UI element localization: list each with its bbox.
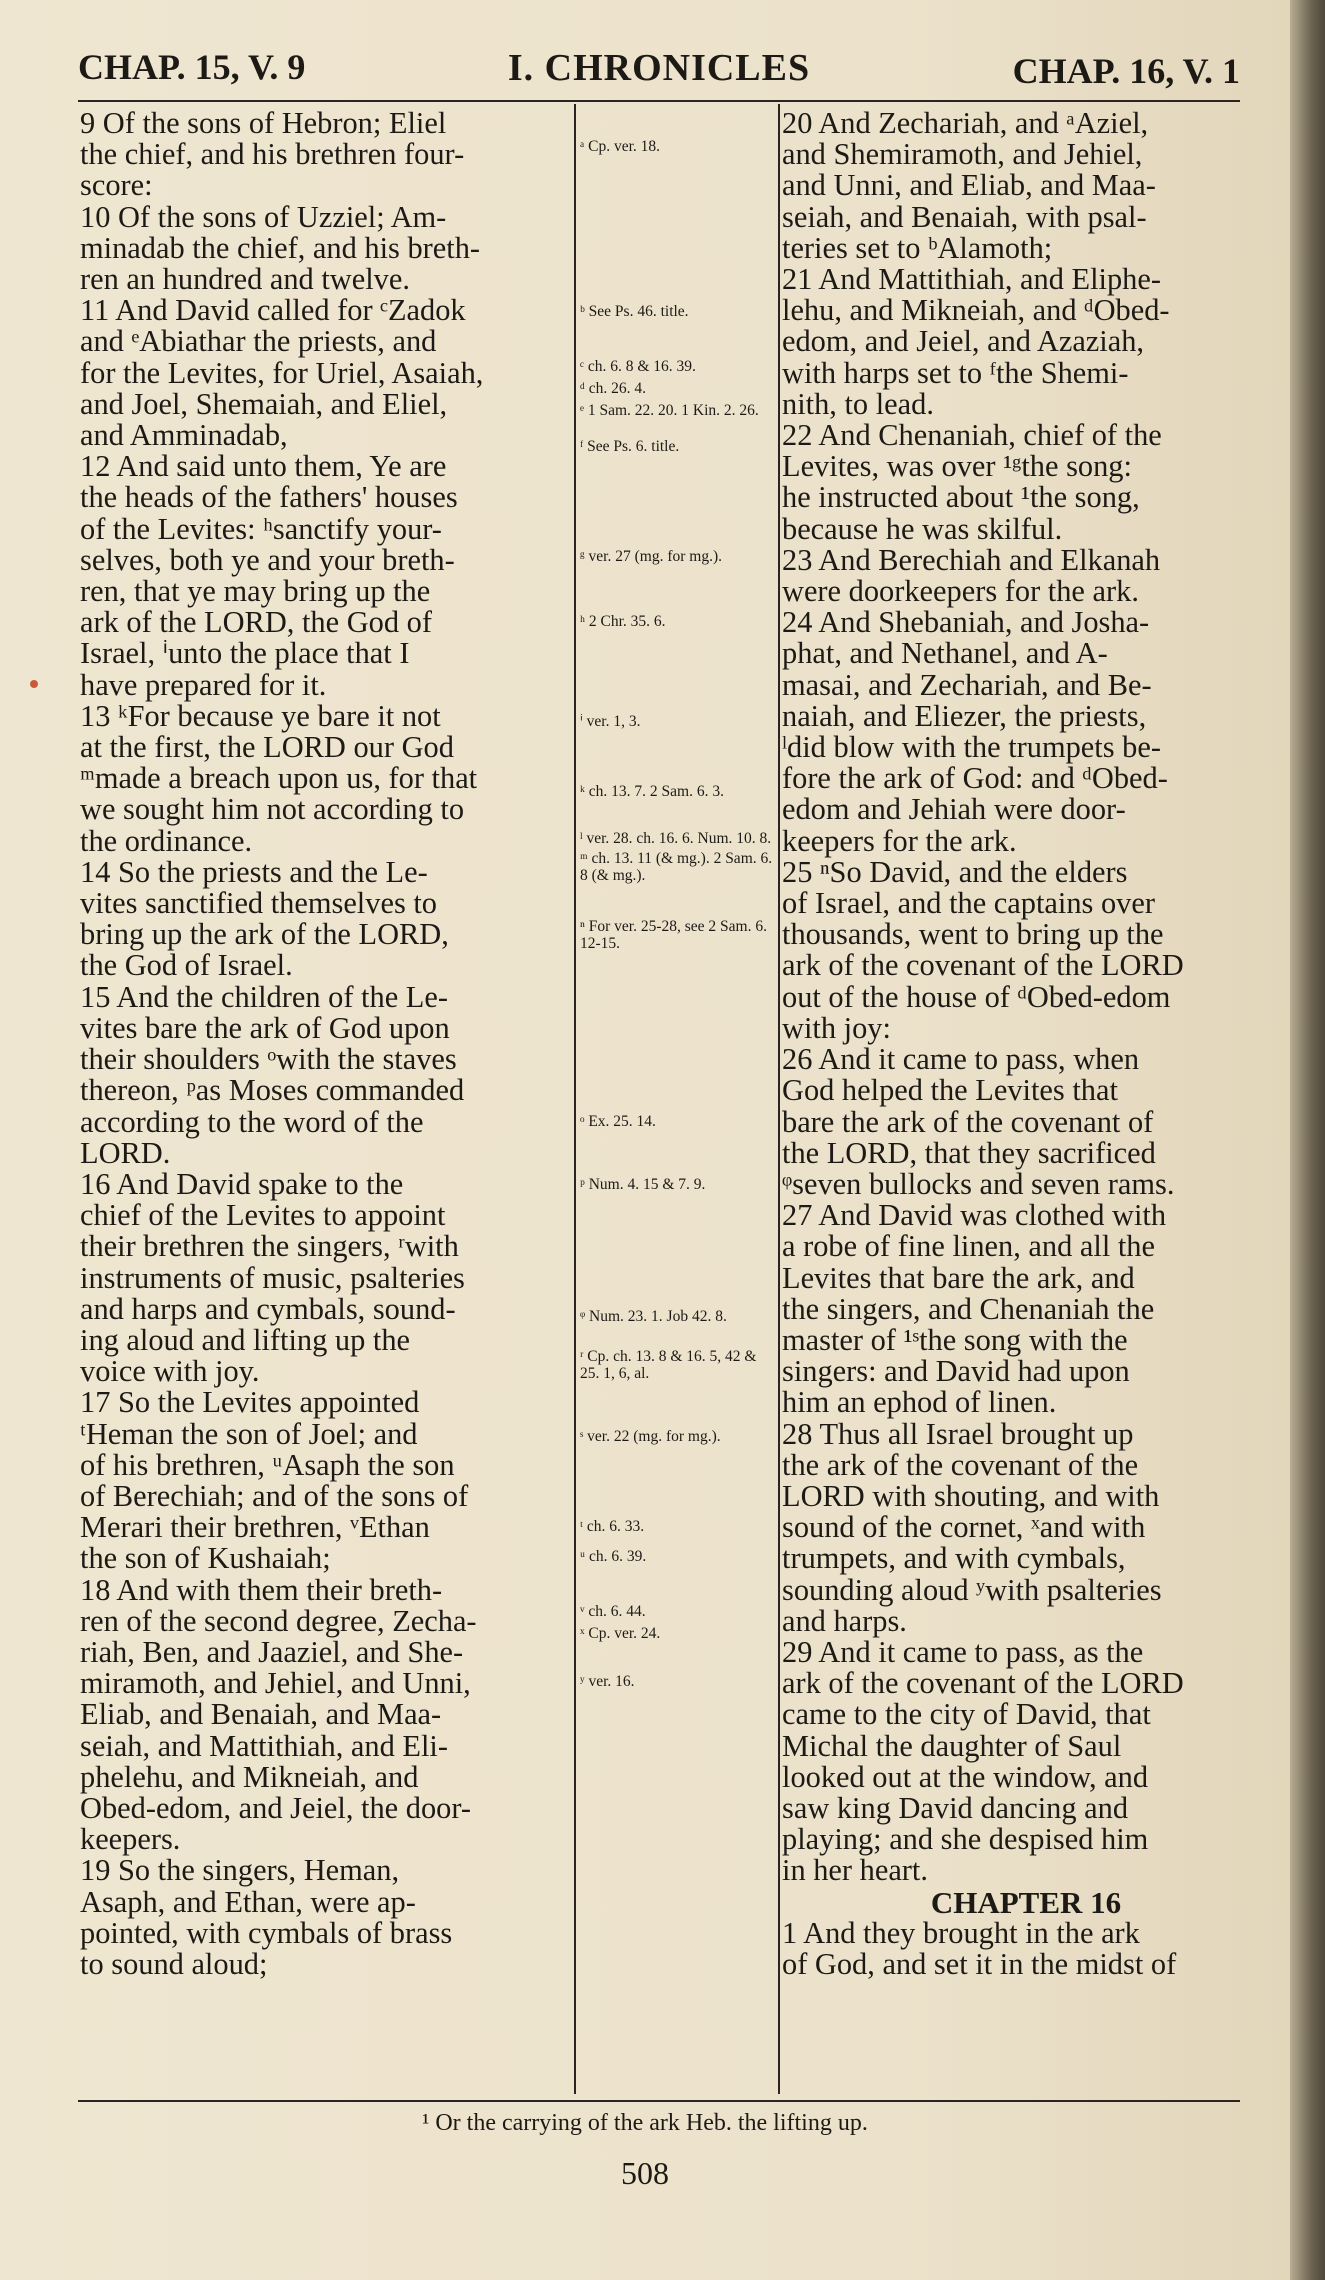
margin-note: ⁱ ver. 1, 3. (580, 713, 641, 730)
text-line: Israel, ⁱunto the place that I (80, 636, 410, 671)
text-line: ren, that ye may bring up the (80, 574, 431, 609)
text-line: 1 And they brought in the ark (782, 1915, 1140, 1950)
text-line: Eliab, and Benaiah, and Maa- (80, 1697, 442, 1732)
text-line: vites bare the ark of God upon (80, 1010, 450, 1045)
text-line: 19 So the singers, Heman, (80, 1853, 400, 1888)
text-line: voice with joy. (80, 1354, 260, 1389)
text-line: 21 And Mattithiah, and Eliphe- (782, 262, 1161, 297)
text-line: and ᵉAbiathar the priests, and (80, 324, 437, 359)
margin-note: ʰ 2 Chr. 35. 6. (580, 613, 666, 630)
text-line: keepers for the ark. (782, 823, 1017, 858)
margin-note: ᵒ Ex. 25. 14. (580, 1113, 656, 1130)
text-line: ark of the LORD, the God of (80, 605, 432, 640)
text-line: nith, to lead. (782, 386, 934, 421)
text-line: phelehu, and Mikneiah, and (80, 1759, 419, 1794)
margin-note: ʳ Cp. ch. 13. 8 & 16. 5, 42 & 25. 1, 6, al. (580, 1348, 757, 1382)
margin-dot (30, 680, 38, 688)
text-line: God helped the Levites that (782, 1073, 1118, 1108)
text-line: 22 And Chenaniah, chief of the (782, 418, 1162, 453)
text-line: seiah, and Benaiah, with psal- (782, 199, 1147, 234)
text-line: 10 Of the sons of Uzziel; Am- (80, 199, 447, 234)
text-line: LORD. (80, 1135, 171, 1170)
text-line: looked out at the window, and (782, 1759, 1149, 1794)
margin-note: ᵐ ch. 13. 11 (& mg.). 2 Sam. 6. 8 (& mg.). (580, 850, 773, 884)
text-line: edom, and Jeiel, and Azaziah, (782, 324, 1145, 359)
text-line: phat, and Nethanel, and A- (782, 636, 1108, 671)
text-line: 9 Of the sons of Hebron; Eliel (80, 106, 447, 140)
text-line: a robe of fine linen, and all the (782, 1229, 1155, 1264)
text-line: of Berechiah; and of the sons of (80, 1478, 469, 1513)
text-line: Levites that bare the ark, and (782, 1260, 1135, 1295)
text-line: singers: and David had upon (782, 1354, 1130, 1389)
text-line: the ordinance. (80, 823, 253, 858)
text-line: to sound aloud; (80, 1946, 268, 1981)
margin-note: ˡ ver. 28. ch. 16. 6. Num. 10. 8. (580, 830, 772, 847)
margin-note: ᵛ ch. 6. 44. (580, 1603, 646, 1620)
margin-note: ᶜ ch. 6. 8 & 16. 39. (580, 358, 696, 375)
text-line: 23 And Berechiah and Elkanah (782, 542, 1161, 577)
text-line: sound of the cornet, ˣand with (782, 1510, 1146, 1545)
text-line: of God, and set it in the midst of (782, 1946, 1177, 1981)
text-line: and Amminadab, (80, 418, 288, 453)
margin-note: ᵈ ch. 26. 4. (580, 380, 646, 397)
margin-references (580, 108, 778, 2098)
text-line: the LORD, that they sacrificed (782, 1135, 1156, 1170)
text-line: playing; and she despised him (782, 1822, 1149, 1857)
text-line: bare the ark of the covenant of (782, 1104, 1154, 1139)
text-line: ᵐmade a breach upon us, for that (80, 761, 478, 796)
text-line: 16 And David spake to the (80, 1166, 404, 1201)
text-line: edom and Jehiah were door- (782, 792, 1126, 827)
margin-note: ᵘ ch. 6. 39. (580, 1548, 647, 1565)
text-line: 24 And Shebaniah, and Josha- (782, 605, 1150, 640)
text-line: 17 So the Levites appointed (80, 1385, 420, 1420)
margin-note: ᵗ ch. 6. 33. (580, 1518, 645, 1535)
header-chapter-left: CHAP. 15, V. 9 (78, 47, 306, 87)
text-line: because he was skilful. (782, 511, 1063, 546)
text-line: their brethren the singers, ʳwith (80, 1229, 459, 1264)
text-line: minadab the chief, and his breth- (80, 230, 481, 265)
margin-note: ᵠ Num. 23. 1. Job 42. 8. (580, 1308, 727, 1325)
text-line: chief of the Levites to appoint (80, 1198, 446, 1233)
text-line: thousands, went to bring up the (782, 917, 1164, 952)
text-line: Merari their brethren, ᵛEthan (80, 1510, 430, 1545)
text-line: the singers, and Chenaniah the (782, 1291, 1155, 1326)
text-line: 12 And said unto them, Ye are (80, 449, 447, 484)
text-line: with harps set to ᶠthe Shemi- (782, 355, 1129, 390)
header-chapter-right: CHAP. 16, V. 1 (1012, 51, 1240, 91)
text-line: and Shemiramoth, and Jehiel, (782, 137, 1143, 172)
text-line: masai, and Zechariah, and Be- (782, 667, 1152, 702)
text-line: sounding aloud ʸwith psalteries (782, 1572, 1162, 1607)
text-line: 20 And Zechariah, and ᵃAziel, (782, 106, 1149, 140)
running-header (78, 42, 1240, 102)
page-number: 508 (621, 2155, 669, 2191)
right-text-column (782, 108, 1270, 1980)
text-line: saw king David dancing and (782, 1790, 1129, 1825)
text-line: have prepared for it. (80, 667, 327, 702)
text-line: ᵗHeman the son of Joel; and (80, 1416, 418, 1451)
header-book-title: I. CHRONICLES (507, 47, 811, 89)
text-line: were doorkeepers for the ark. (782, 574, 1139, 609)
margin-note: ˣ Cp. ver. 24. (580, 1625, 661, 1642)
margin-note: ᵖ Num. 4. 15 & 7. 9. (580, 1176, 706, 1193)
text-line: ark of the covenant of the LORD (782, 1666, 1184, 1701)
chapter-heading: CHAPTER 16 (930, 1884, 1122, 1920)
text-line: miramoth, and Jehiel, and Unni, (80, 1666, 471, 1701)
text-line: instruments of music, psalteries (80, 1260, 465, 1295)
text-line: fore the ark of God: and ᵈObed- (782, 761, 1168, 796)
text-line: at the first, the LORD our God (80, 730, 454, 765)
text-line: 13 ᵏFor because ye bare it not (80, 698, 441, 733)
text-line: bring up the ark of the LORD, (80, 917, 449, 952)
margin-note: ᵍ ver. 27 (mg. for mg.). (580, 548, 722, 565)
text-line: pointed, with cymbals of brass (80, 1915, 453, 1950)
text-line: of the Levites: ʰsanctify your- (80, 511, 442, 546)
text-line: teries set to ᵇAlamoth; (782, 230, 1053, 265)
text-line: the son of Kushaiah; (80, 1541, 331, 1576)
text-line: ren an hundred and twelve. (80, 262, 410, 297)
text-line: 27 And David was clothed with (782, 1198, 1167, 1233)
text-line: the God of Israel. (80, 948, 293, 983)
text-line: ˡdid blow with the trumpets be- (782, 730, 1161, 765)
text-line: 11 And David called for ᶜZadok (80, 293, 466, 328)
text-line: seiah, and Mattithiah, and Eli- (80, 1728, 448, 1763)
footer-rule (78, 2100, 1240, 2102)
margin-note: ʸ ver. 16. (580, 1673, 635, 1690)
text-line: 28 Thus all Israel brought up (782, 1416, 1134, 1451)
text-line: Michal the daughter of Saul (782, 1728, 1122, 1763)
text-line: and harps. (782, 1603, 907, 1638)
text-line: he instructed about ¹the song, (782, 480, 1140, 515)
text-line: and harps and cymbals, sound- (80, 1291, 456, 1326)
margin-note: ᵉ 1 Sam. 22. 20. 1 Kin. 2. 26. (580, 402, 759, 419)
text-line: the heads of the fathers' houses (80, 480, 458, 515)
text-line: ark of the covenant of the LORD (782, 948, 1184, 983)
text-line: ren of the second degree, Zecha- (80, 1603, 477, 1638)
text-line: 26 And it came to pass, when (782, 1042, 1140, 1077)
text-line: we sought him not according to (80, 792, 465, 827)
text-line: selves, both ye and your breth- (80, 542, 455, 577)
column-divider-right (778, 104, 780, 2094)
text-line: of his brethren, ᵘAsaph the son (80, 1447, 455, 1482)
text-line: and Joel, Shemaiah, and Eliel, (80, 386, 448, 421)
text-line: lehu, and Mikneiah, and ᵈObed- (782, 293, 1170, 328)
page-edge (1290, 0, 1325, 2280)
text-line: trumpets, and with cymbals, (782, 1541, 1126, 1576)
text-line: him an ephod of linen. (782, 1385, 1057, 1420)
left-text-column (80, 108, 568, 1980)
text-line: their shoulders ᵒwith the staves (80, 1042, 457, 1077)
footnote: ¹ Or the carrying of the ark Heb. the lifting up. (422, 2110, 868, 2136)
text-line: master of ¹ˢthe song with the (782, 1322, 1128, 1357)
text-line: Levites, was over ¹ᵍthe song: (782, 449, 1132, 484)
text-line: 29 And it came to pass, as the (782, 1634, 1144, 1669)
margin-note: ᵏ ch. 13. 7. 2 Sam. 6. 3. (580, 783, 724, 800)
margin-note: ᵇ See Ps. 46. title. (580, 303, 689, 320)
text-line: according to the word of the (80, 1104, 424, 1139)
margin-note: ᶠ See Ps. 6. title. (580, 438, 680, 455)
text-line: thereon, ᵖas Moses commanded (80, 1073, 465, 1108)
margin-note: ᵃ Cp. ver. 18. (580, 138, 661, 155)
text-line: 15 And the children of the Le- (80, 979, 448, 1014)
text-line: ᵠseven bullocks and seven rams. (782, 1166, 1175, 1201)
text-line: came to the city of David, that (782, 1697, 1151, 1732)
text-line: vites sanctified themselves to (80, 886, 438, 921)
column-divider-left (574, 104, 576, 2094)
text-line: Obed-edom, and Jeiel, the door- (80, 1790, 471, 1825)
margin-note: ˢ ver. 22 (mg. for mg.). (580, 1428, 721, 1445)
header-rule (78, 100, 1240, 102)
text-line: in her heart. (782, 1853, 928, 1888)
text-line: LORD with shouting, and with (782, 1478, 1160, 1513)
text-line: with joy: (782, 1010, 891, 1045)
text-line: 18 And with them their breth- (80, 1572, 443, 1607)
text-line: out of the house of ᵈObed-edom (782, 979, 1171, 1014)
text-line: score: (80, 168, 153, 203)
text-line: of Israel, and the captains over (782, 886, 1155, 921)
text-line: ing aloud and lifting up the (80, 1322, 411, 1357)
text-line: the chief, and his brethren four- (80, 137, 465, 172)
margin-note: ⁿ For ver. 25-28, see 2 Sam. 6. 12-15. (580, 918, 767, 952)
text-line: 25 ⁿSo David, and the elders (782, 854, 1128, 889)
text-line: Asaph, and Ethan, were ap- (80, 1884, 416, 1919)
text-line: the ark of the covenant of the (782, 1447, 1139, 1482)
text-line: for the Levites, for Uriel, Asaiah, (80, 355, 484, 390)
text-line: and Unni, and Eliab, and Maa- (782, 168, 1156, 203)
text-line: riah, Ben, and Jaaziel, and She- (80, 1634, 464, 1669)
text-line: keepers. (80, 1822, 181, 1857)
text-line: naiah, and Eliezer, the priests, (782, 698, 1147, 733)
text-line: 14 So the priests and the Le- (80, 854, 428, 889)
